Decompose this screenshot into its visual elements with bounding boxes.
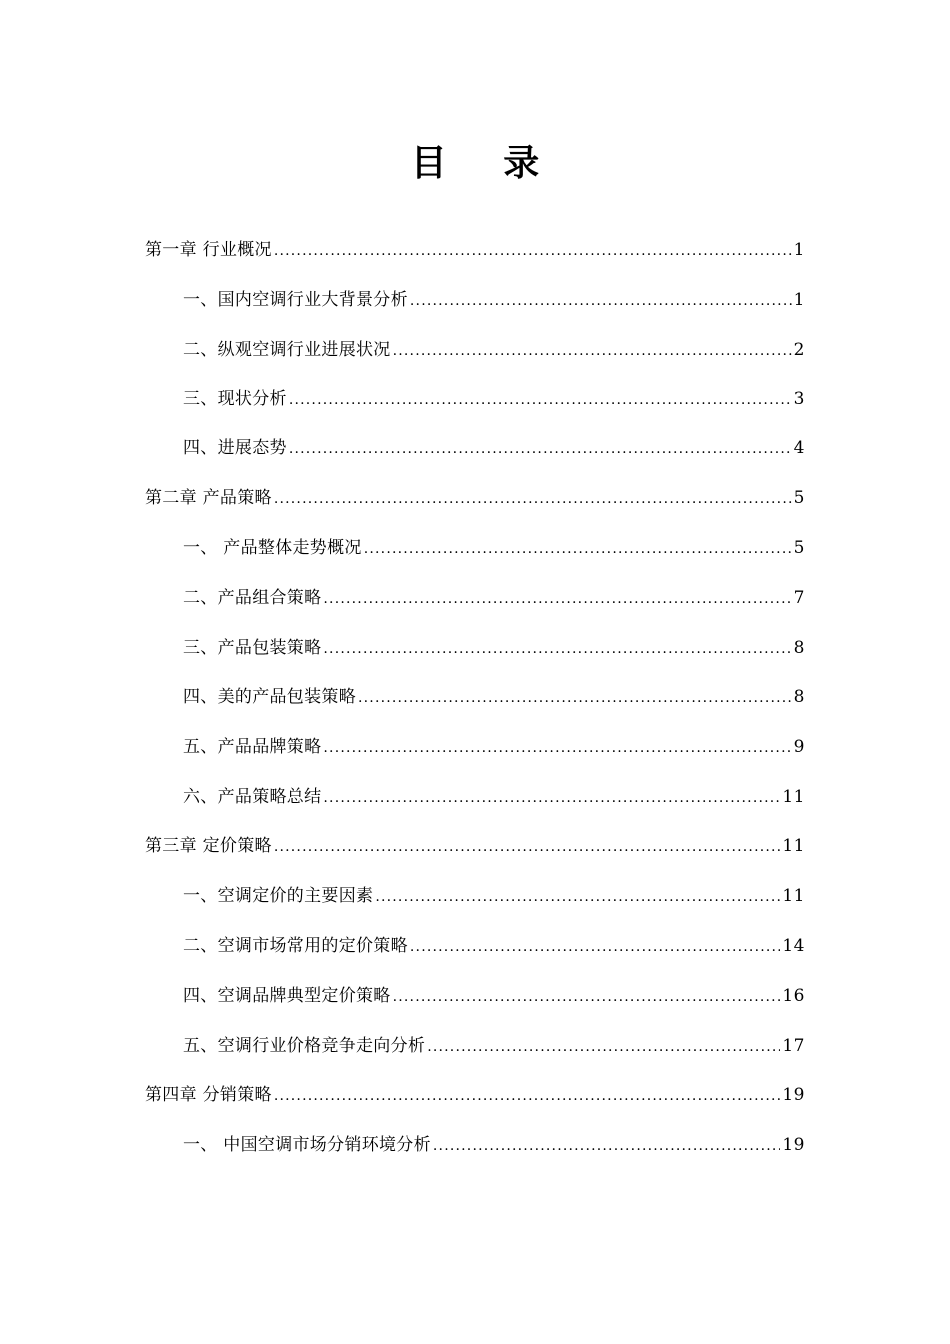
toc-dot-leader [274, 1083, 781, 1109]
toc-entry[interactable] [183, 1132, 805, 1158]
toc-entry[interactable] [145, 1082, 805, 1108]
toc-dot-leader [323, 735, 791, 761]
toc-entry[interactable] [183, 287, 805, 313]
toc-dot-leader [323, 586, 791, 612]
toc-page-number: 19 [782, 1085, 805, 1105]
toc-dot-leader [358, 685, 792, 711]
toc-entry-title: 二、空调市场常用的定价策略 [183, 936, 408, 956]
toc-entry-title: 第三章 定价策略 [145, 836, 272, 856]
toc-dot-leader [274, 238, 792, 264]
toc-entry-title: 五、产品品牌策略 [183, 737, 322, 757]
toc-entry[interactable] [183, 1033, 805, 1059]
toc-entry[interactable] [183, 635, 805, 661]
toc-dot-leader [393, 984, 781, 1010]
toc-entry-title: 一、 产品整体走势概况 [183, 538, 362, 558]
toc-page-number: 8 [793, 687, 805, 707]
page-title: 目 录 [410, 143, 562, 184]
toc-entry[interactable] [183, 337, 805, 363]
toc-dot-leader [375, 884, 780, 910]
toc-entry[interactable] [183, 585, 805, 611]
toc-entry[interactable] [183, 734, 805, 760]
toc-entry[interactable] [183, 883, 805, 909]
toc-page-number: 5 [793, 488, 805, 508]
toc-page-number: 3 [793, 389, 805, 409]
toc-dot-leader [274, 834, 781, 860]
toc-entry-title: 四、空调品牌典型定价策略 [183, 986, 391, 1006]
toc-entry-title: 六、产品策略总结 [183, 787, 322, 807]
toc-page-number: 17 [782, 1036, 805, 1056]
toc-dot-leader [410, 288, 792, 314]
toc-entry-title: 一、 中国空调市场分销环境分析 [183, 1135, 431, 1155]
toc-entry[interactable] [183, 983, 805, 1009]
toc-dot-leader [323, 636, 791, 662]
toc-page-number: 11 [782, 886, 805, 906]
toc-entry[interactable] [183, 933, 805, 959]
toc-entry-title: 三、产品包装策略 [183, 638, 322, 658]
toc-dot-leader [410, 934, 780, 960]
toc-entry-title: 四、进展态势 [183, 438, 287, 458]
toc-dot-leader [364, 536, 792, 562]
toc-page-number: 1 [793, 240, 805, 260]
toc-page-number: 7 [793, 588, 805, 608]
toc-page-number: 2 [793, 340, 805, 360]
toc-dot-leader [289, 387, 792, 413]
toc-entry-title: 第四章 分销策略 [145, 1085, 272, 1105]
toc-page-number: 9 [793, 737, 805, 757]
toc-entry[interactable] [145, 833, 805, 859]
toc-entry-title: 一、空调定价的主要因素 [183, 886, 374, 906]
toc-entry-title: 三、现状分析 [183, 389, 287, 409]
toc-page-number: 8 [793, 638, 805, 658]
toc-entry[interactable] [183, 435, 805, 461]
toc-entry-title: 二、产品组合策略 [183, 588, 322, 608]
toc-entry-title: 第二章 产品策略 [145, 488, 272, 508]
toc-page-number: 5 [793, 538, 805, 558]
toc-page-number: 14 [782, 936, 805, 956]
toc-page-number: 1 [793, 290, 805, 310]
toc-page-number: 16 [782, 986, 805, 1006]
toc-entry-title: 四、美的产品包装策略 [183, 687, 356, 707]
toc-page-number: 19 [782, 1135, 805, 1155]
toc-entry-title: 五、空调行业价格竞争走向分析 [183, 1036, 426, 1056]
toc-dot-leader [427, 1034, 780, 1060]
toc-dot-leader [393, 338, 792, 364]
toc-entry[interactable] [145, 485, 805, 511]
toc-entry[interactable] [183, 535, 805, 561]
toc-entry[interactable] [183, 784, 805, 810]
toc-entry-title: 二、纵观空调行业进展状况 [183, 340, 391, 360]
toc-entry-title: 第一章 行业概况 [145, 240, 272, 260]
toc-page-number: 11 [782, 787, 805, 807]
toc-page-number: 4 [793, 438, 805, 458]
toc-entry-title: 一、国内空调行业大背景分析 [183, 290, 408, 310]
toc-entry[interactable] [183, 386, 805, 412]
toc-dot-leader [323, 785, 780, 811]
toc-dot-leader [433, 1133, 780, 1159]
toc-dot-leader [274, 486, 792, 512]
toc-entry[interactable] [183, 684, 805, 710]
toc-entry[interactable] [145, 237, 805, 263]
toc-dot-leader [289, 436, 792, 462]
toc-page-number: 11 [782, 836, 805, 856]
